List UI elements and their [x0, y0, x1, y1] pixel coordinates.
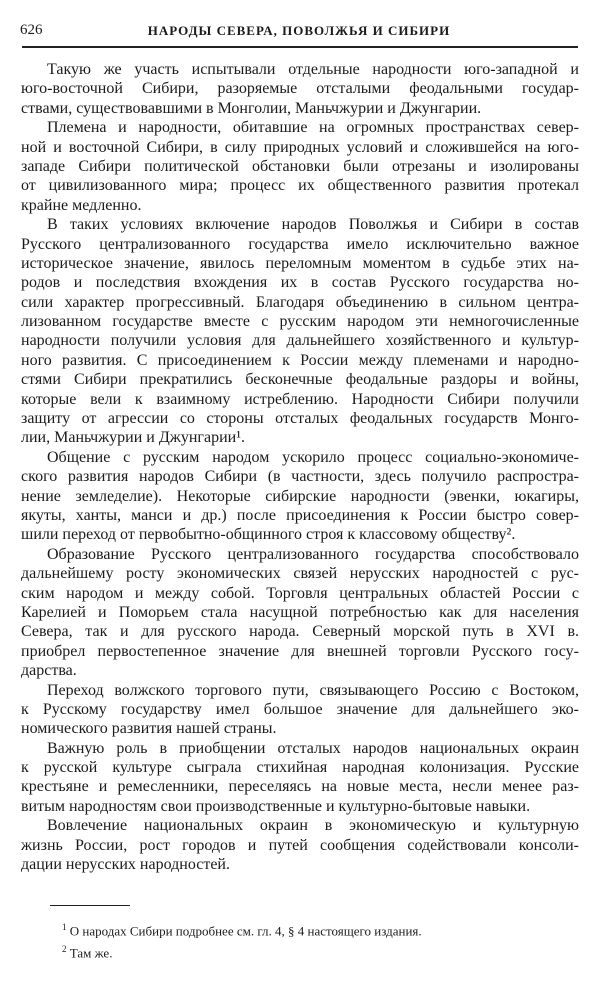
text-line: историческое значение, явилось переломным моментом в судьбе этих на-: [21, 254, 579, 272]
text-line: ским народом и между собой. Торговля центральных областей России с: [21, 584, 579, 602]
text-line: юго-восточной Сибири, разоряемые отсталыми феодальными государ-: [21, 80, 579, 98]
text-line: Такую же участь испытывали отдельные народности юго-западной и: [47, 61, 579, 78]
text-line: ствами, существовавшими в Монголии, Маньчжурии и Джунгарии.: [21, 99, 482, 117]
paragraph: [21, 739, 579, 817]
text-line: крестьяне и ремесленники, переселяясь на новые места, несли менее раз-: [21, 778, 579, 796]
text-line: ского развития народов Сибири (в частности, здесь получило распростра-: [21, 468, 579, 486]
text-line: ного развития. С присоединением к России между племенами и народно-: [21, 351, 579, 369]
text-line: жизнь России, рост городов и путей сообщения содействовали консоли-: [21, 836, 579, 854]
running-title: НАРОДЫ СЕВЕРА, ПОВОЛЖЬЯ И СИБИРИ: [147, 23, 451, 38]
text-line: к Русскому государству имел большое значение для дальнейшего эко-: [21, 700, 579, 718]
text-line: лии, Маньчжурии и Джунгарии¹.: [21, 429, 245, 447]
paragraph: [21, 681, 579, 739]
text-line: дарства.: [21, 662, 77, 680]
text-line: Племена и народности, обитавшие на огромных пространствах север-: [47, 119, 579, 137]
text-line: номического развития нашей страны.: [21, 720, 277, 738]
text-line: от цивилизованного мира; процесс их общественного развития протекал: [21, 177, 579, 195]
text-line: которые вели к взаимному истреблению. Народности Сибири получили: [21, 390, 579, 408]
text-line: шили переход от первобытно-общинного строя к классовому обществу².: [21, 526, 516, 544]
text-line: В таких условиях включение народов Поволжья и Сибири в состав: [47, 216, 579, 234]
text-line: Важную роль в приобщении отсталых народов национальных окраин: [47, 739, 579, 757]
text-line: лизованном государстве вместе с русским народом эти немногочисленные: [21, 313, 579, 331]
text-line: Вовлечение национальных окраин в экономическую и культурную: [47, 817, 579, 835]
text-line: ной и восточной Сибири, в силу природных условий и сложившейся на юго-: [21, 138, 579, 156]
text-line: якуты, ханты, манси и др.) после присоединения к России быстро совер-: [21, 506, 579, 524]
text-line: приобрел первостепенное значение для внешней торговли Русского госу-: [21, 642, 579, 660]
text-line: народности получили условия для дальнейшего хозяйственного и культур-: [21, 332, 579, 350]
text-line: Общение с русским народом ускорило процесс социально-экономиче-: [47, 448, 579, 466]
paragraph: [21, 816, 579, 874]
footnote-1: $^1$ О народах Сибири подробнее см. гл. 4, § 4 настоящего издания.: [62, 922, 422, 939]
footnote-separator: [50, 905, 130, 906]
paragraph: [21, 118, 579, 215]
text-line: защиту от агрессии со стороны отсталых феодальных государств Монго-: [21, 410, 579, 428]
text-line: витым народностям свои производственные и культурно-бытовые навыки.: [21, 797, 531, 815]
text-line: Русского централизованного государства имело исключительно важное: [21, 235, 579, 253]
text-line: Карелией и Поморьем стала насущной потребностью как для населения: [21, 603, 579, 621]
paragraph: [21, 60, 579, 118]
running-header: [20, 22, 578, 42]
text-line: к русской культуре сыграла стихийная народная колонизация. Русские: [21, 759, 579, 777]
text-line: стями Сибири прекратились бесконечные феодальные раздоры и войны,: [21, 371, 579, 389]
text-line: крайне медленно.: [21, 196, 142, 214]
body-text: [21, 60, 579, 874]
text-line: дации нерусских народностей.: [21, 856, 230, 874]
text-line: сили характер прогрессивный. Благодаря объединению в сильном центра-: [21, 293, 579, 311]
text-line: Севера, так и для русского народа. Северный морской путь в XVI в.: [21, 623, 579, 641]
text-line: родов и последствия вхождения их в состав Русского государства но-: [21, 274, 579, 292]
text-line: Переход волжского торгового пути, связывающего Россию с Востоком,: [47, 681, 579, 699]
text-line: Образование Русского централизованного государства способствовало: [47, 545, 579, 563]
header-rule: [22, 46, 578, 48]
text-line: нение земледелие). Некоторые сибирские народности (эвенки, юкагиры,: [21, 487, 579, 505]
page-number: 626: [20, 22, 43, 38]
paragraph: [21, 448, 579, 545]
paragraph: [21, 215, 579, 448]
text-line: дальнейшему росту экономических связей нерусских народностей с рус-: [21, 565, 579, 583]
text-line: западе Сибири политической обстановки были отрезаны и изолированы: [21, 157, 579, 175]
footnote-2: $^2$ Там же.: [62, 944, 113, 961]
paragraph: [21, 545, 579, 681]
footnotes: [62, 918, 422, 963]
